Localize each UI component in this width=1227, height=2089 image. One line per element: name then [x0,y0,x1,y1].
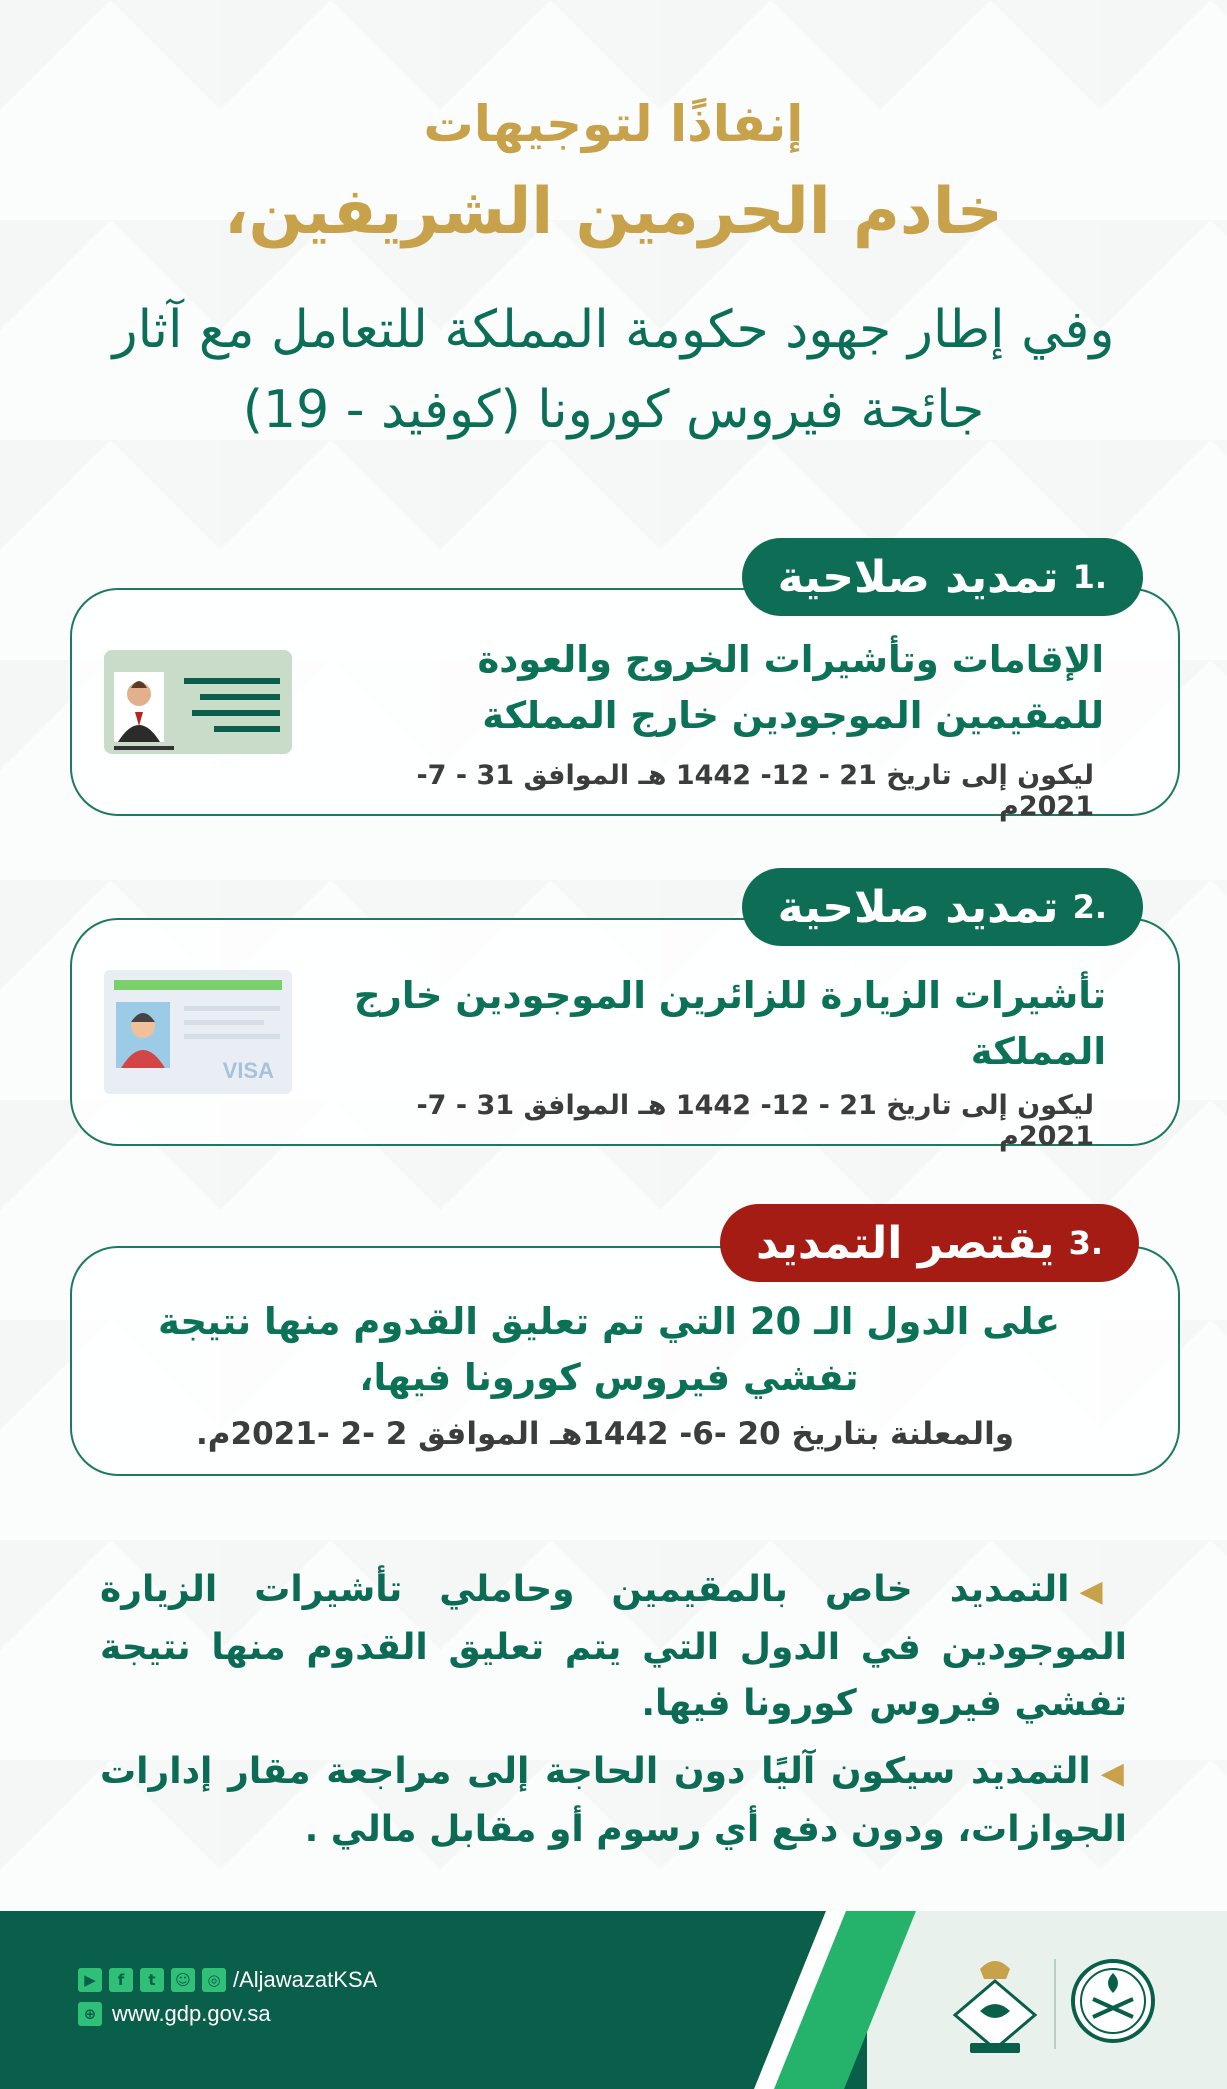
header-line-2: خادم الحرمين الشريفين، [224,175,1003,249]
youtube-icon[interactable]: ▶ [78,1968,102,1992]
card-2-title: تمديد صلاحية [777,881,1059,933]
card-2 [70,918,1180,1152]
social-links [78,1967,377,1993]
card-3-title: يقتصر التمديد [755,1217,1055,1269]
card-2-date: ليكون إلى تاريخ 21 - 12- 1442 هـ الموافق 31 - 7- 2021م [416,1090,1094,1152]
footer [0,1911,1227,2089]
ministry-logo-icon [1068,1955,1158,2047]
bullet-2-text: التمديد سيكون آليًا دون الحاجة إلى مراجعة مقار إدارات الجوازات، ودون دفع أي رسوم أو مقابل مالي . [100,1751,1127,1850]
card-1-tab [742,538,1143,616]
bullet-arrow-icon: ◀ [1079,1574,1127,1609]
bullet-1 [100,1562,1127,1732]
card-2-number: .2 [1072,888,1107,926]
footer-logo-area [867,1911,1227,2089]
website-link[interactable] [78,2001,271,2027]
facebook-icon[interactable]: f [109,1968,133,1992]
residence-card-icon [104,650,292,754]
card-3-number: .3 [1068,1224,1103,1262]
bullet-2 [100,1744,1127,1858]
card-2-tab [742,868,1143,946]
bullet-1-text: التمديد خاص بالمقيمين وحاملي تأشيرات الزيارة الموجودين في الدول التي يتم تعليق القدوم منها نتيجة تفشي فيروس كورونا فيها. [100,1569,1127,1724]
card-1-number: .1 [1072,558,1107,596]
snapchat-icon[interactable]: ☺ [171,1968,195,1992]
twitter-icon[interactable]: t [140,1968,164,1992]
globe-icon: ⊕ [78,2002,102,2026]
header-line-3: وفي إطار جهود حكومة المملكة للتعامل مع آثار جائحة فيروس كورونا (كوفيد - 19) [112,300,1115,440]
card-3-text: على الدول الـ 20 التي تم تعليق القدوم منها نتيجة تفشي فيروس كورونا فيها، [157,1300,1061,1399]
bullet-arrow-icon: ◀ [1100,1756,1127,1791]
website-text[interactable]: www.gdp.gov.sa [112,2001,271,2026]
instagram-icon[interactable]: ◎ [202,1968,226,1992]
social-handle[interactable]: /AljawazatKSA [233,1967,378,1992]
card-1 [70,588,1180,822]
visa-card-icon [104,970,292,1094]
visa-label: VISA [222,1058,274,1083]
card-1-text: الإقامات وتأشيرات الخروج والعودة للمقيمين الموجودين خارج المملكة [477,638,1104,737]
card-3-tab [720,1204,1139,1282]
card-3-date: والمعلنة بتاريخ 20 -6- 1442هـ الموافق 2 -2 -2021م. [196,1416,1014,1452]
header-line-1: إنفاذًا لتوجيهات [423,95,804,153]
card-1-title: تمديد صلاحية [777,551,1059,603]
jawazat-logo-icon [950,1951,1040,2061]
card-1-date: ليكون إلى تاريخ 21 - 12- 1442 هـ الموافق 31 - 7- 2021م [416,760,1094,822]
card-2-text: تأشيرات الزيارة للزائرين الموجودين خارج المملكة [353,974,1106,1073]
logo-divider [1054,1959,1056,2049]
